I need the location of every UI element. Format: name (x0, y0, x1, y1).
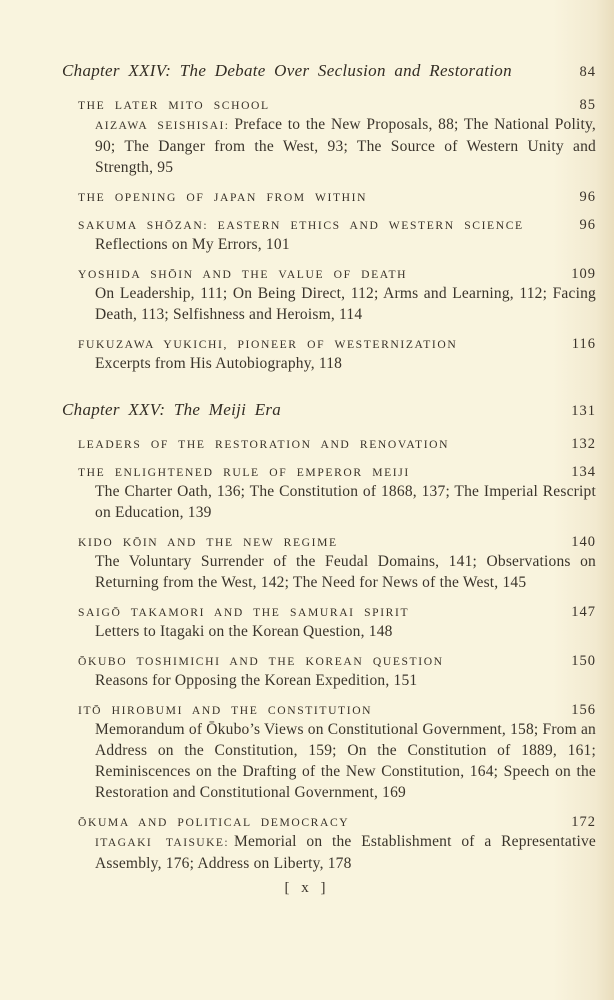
section-heading-row (62, 266, 596, 283)
section-page-number: 134 (571, 464, 596, 480)
toc-section (62, 534, 596, 593)
chapter-heading-row (62, 399, 596, 422)
subentry-text: On Leadership, 111; On Being Direct, 112; Arms and Learning, 112; Facing Death, 113; Selfishness and Heroism, 114 (95, 285, 596, 323)
section-heading-row (62, 653, 596, 670)
section-subentries (62, 670, 596, 691)
toc-section (62, 436, 596, 453)
subentry-text: Reasons for Opposing the Korean Expedition, 151 (95, 672, 418, 689)
section-page-number: 132 (571, 436, 596, 452)
section-page-number: 147 (571, 604, 596, 620)
chapter-block (62, 399, 596, 874)
subentry-text: Memorandum of Ōkubo’s Views on Constitutional Government, 158; From an Address on the Constitution, 159; On the Constitution of 1889, 161; Reminiscences on the Drafting of the New Constitution, 164; Speech on the Restoration and Constitutional Government, 169 (95, 721, 596, 801)
section-heading-row (62, 336, 596, 353)
section-page-number: 172 (571, 814, 596, 830)
chapter-title: Chapter XXV: The Meiji Era (62, 400, 282, 419)
toc-section (62, 464, 596, 523)
section-heading: THE OPENING OF JAPAN FROM WITHIN (78, 191, 368, 204)
section-subentries (62, 719, 596, 803)
section-subentries (62, 283, 596, 325)
section-heading: ŌKUBO TOSHIMICHI AND THE KOREAN QUESTION (78, 655, 444, 668)
section-subentries (62, 551, 596, 593)
section-heading: ITŌ HIROBUMI AND THE CONSTITUTION (78, 704, 373, 717)
section-page-number: 109 (571, 266, 596, 282)
section-page-number: 116 (571, 336, 596, 352)
section-heading-row (62, 97, 596, 114)
section-heading-row (62, 464, 596, 481)
section-page-number: 96 (579, 217, 596, 233)
section-heading-row (62, 814, 596, 831)
section-heading: ŌKUMA AND POLITICAL DEMOCRACY (78, 816, 350, 829)
chapter-page-number: 84 (579, 64, 596, 80)
chapter-block (62, 60, 596, 374)
section-heading-row (62, 217, 596, 234)
section-subentries (62, 353, 596, 374)
section-subentries (62, 114, 596, 178)
section-page-number: 150 (571, 653, 596, 669)
section-subentries (62, 621, 596, 642)
toc-section (62, 189, 596, 206)
chapter-title: Chapter XXIV: The Debate Over Seclusion and Restoration (62, 61, 512, 80)
toc-section (62, 217, 596, 255)
section-heading: YOSHIDA SHŌIN AND THE VALUE OF DEATH (78, 268, 408, 281)
section-page-number: 140 (571, 534, 596, 550)
section-page-number: 85 (579, 97, 596, 113)
subentry-text: The Charter Oath, 136; The Constitution of 1868, 137; The Imperial Rescript on Education, 139 (95, 483, 596, 521)
section-heading-row (62, 604, 596, 621)
section-heading: THE ENLIGHTENED RULE OF EMPEROR MEIJI (78, 466, 410, 479)
subentry-text: Memorial on the Establishment of a Representative Assembly, 176; Address on Liberty, 178 (95, 833, 597, 872)
section-page-number: 96 (579, 189, 596, 205)
toc-section (62, 814, 596, 874)
section-heading-row (62, 189, 596, 206)
toc-section (62, 702, 596, 803)
footer-page-number: [ x ] (284, 880, 330, 896)
toc-section (62, 653, 596, 691)
subentry-author-smallcaps: AIZAWA SEISHISAI: (95, 119, 230, 132)
section-heading-row (62, 702, 596, 719)
section-heading: KIDO KŌIN AND THE NEW REGIME (78, 536, 338, 549)
section-subentries (62, 481, 596, 523)
subentry-text: Preface to the New Proposals, 88; The National Polity, 90; The Danger from the West, 93; The Source of Western Unity and Strength, 95 (95, 116, 596, 176)
section-heading: THE LATER MITO SCHOOL (78, 99, 270, 112)
section-heading-row (62, 436, 596, 453)
chapter-heading-row (62, 60, 596, 83)
section-heading: SAIGŌ TAKAMORI AND THE SAMURAI SPIRIT (78, 606, 410, 619)
section-heading: LEADERS OF THE RESTORATION AND RENOVATION (78, 438, 450, 451)
subentry-author-smallcaps: ITAGAKI TAISUKE: (95, 836, 229, 849)
toc-section (62, 604, 596, 642)
section-heading-row (62, 534, 596, 551)
chapter-page-number: 131 (571, 403, 596, 419)
subentry-text: The Voluntary Surrender of the Feudal Domains, 141; Observations on Returning from the West, 142; The Need for News of the West, 145 (95, 553, 596, 591)
section-heading: FUKUZAWA YUKICHI, PIONEER OF WESTERNIZATION (78, 338, 458, 351)
toc-section (62, 336, 596, 374)
section-subentries (62, 831, 596, 874)
toc-section (62, 97, 596, 178)
subentry-text: Excerpts from His Autobiography, 118 (95, 355, 343, 372)
section-subentries (62, 234, 596, 255)
section-page-number: 156 (571, 702, 596, 718)
subentry-text: Letters to Itagaki on the Korean Question, 148 (95, 623, 393, 640)
section-heading: SAKUMA SHŌZAN: EASTERN ETHICS AND WESTERN SCIENCE (78, 219, 524, 232)
toc-section (62, 266, 596, 325)
subentry-text: Reflections on My Errors, 101 (95, 236, 290, 253)
